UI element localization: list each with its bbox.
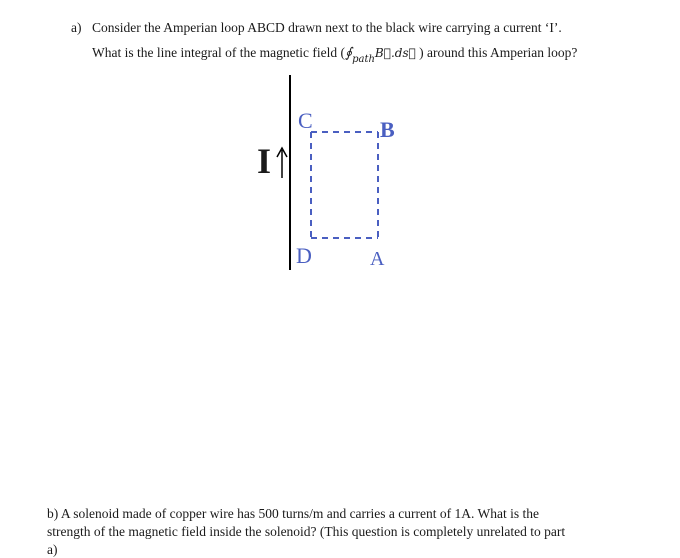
- corner-label-c: C: [298, 108, 313, 133]
- question-b-text-line1: b) A solenoid made of copper wire has 500 turns/m and carries a current of 1A. What is the: [47, 506, 539, 521]
- integrand-expression: B⃗.ds⃗: [374, 46, 416, 60]
- corner-label-b: B: [380, 117, 395, 142]
- corner-label-a: A: [370, 248, 385, 270]
- amperian-loop: [311, 132, 378, 238]
- current-direction-arrow-icon: [277, 148, 287, 178]
- question-a-label: a): [71, 20, 82, 35]
- question-a-line2-after: ) around this Amperian loop?: [415, 45, 578, 60]
- question-b-text-line2: strength of the magnetic field inside the solenoid? (This question is completely unrelated to part: [47, 524, 566, 539]
- question-b-text-line3: a): [47, 542, 58, 557]
- question-a-line2-before: What is the line integral of the magnetic field (: [92, 45, 346, 60]
- current-label: I: [257, 141, 272, 181]
- corner-label-d: D: [296, 243, 312, 268]
- question-a-text-line1: Consider the Amperian loop ABCD drawn next to the black wire carrying a current ‘I’.: [92, 20, 562, 35]
- closed-integral-symbol: ∮: [345, 45, 353, 61]
- integral-subscript: path: [352, 54, 375, 65]
